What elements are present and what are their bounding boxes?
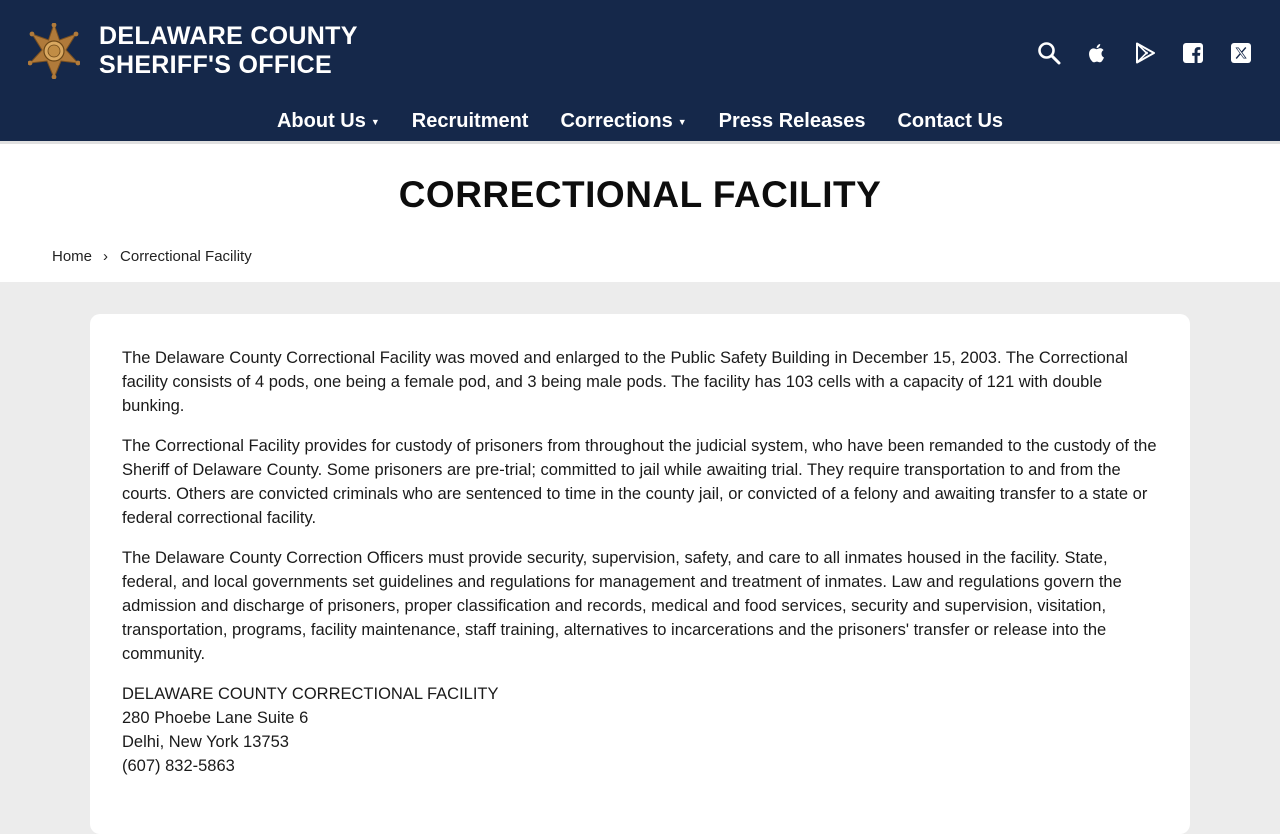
chevron-right-icon: › (103, 248, 109, 265)
google-play-icon (1133, 41, 1157, 65)
x-twitter-link[interactable] (1228, 40, 1254, 66)
header-icons (1014, 40, 1254, 66)
site-title-line-1: DELAWARE COUNTY (99, 22, 358, 50)
site-title-line-2: SHERIFF'S OFFICE (99, 51, 332, 79)
facility-street: 280 Phoebe Lane Suite 6 (122, 709, 309, 727)
facebook-icon (1181, 41, 1205, 65)
nav-item-recruitment[interactable] (412, 104, 529, 138)
search-button[interactable] (1036, 40, 1062, 66)
app-store-link[interactable] (1084, 40, 1110, 66)
sheriff-star-badge-icon (28, 23, 80, 79)
facebook-link[interactable] (1180, 40, 1206, 66)
nav-item-about-us[interactable] (277, 104, 380, 138)
content-paragraph: The Correctional Facility provides for custody of prisoners from throughout the judicial system, who have been remanded to the custody of the Sheriff of Delaware County. Some prisoners are pre-trial; committed to jail while awaiting trial. They require transportation to and from the courts. Others are convicted criminals who are sentenced to time in the county jail, or convicted of a felony and awaiting transfer to a state or federal correctional facility. (122, 437, 1157, 527)
content-paragraph: The Delaware County Correctional Facility was moved and enlarged to the Public Safety Building in December 15, 2003. The Correctional facility consists of 4 pods, one being a female pod, and 3 being male pods. The facility has 103 cells with a capacity of 121 with double bunking. (122, 349, 1128, 415)
x-icon (1229, 41, 1253, 65)
breadcrumb-home-link[interactable]: Home (52, 248, 93, 265)
facility-phone: (607) 832-5863 (122, 757, 235, 775)
content-card (90, 314, 1190, 834)
site-brand[interactable] (28, 22, 358, 80)
nav-item-recruitment-label: Recruitment (411, 110, 529, 132)
breadcrumb (52, 248, 252, 265)
site-title (99, 22, 358, 80)
nav-item-about-us-label: About Us (276, 110, 366, 132)
facility-city: Delhi, New York 13753 (122, 733, 289, 751)
nav-item-contact-us[interactable] (897, 104, 1003, 138)
facility-address (122, 682, 1158, 778)
nav-item-contact-us-label: Contact Us (897, 110, 1004, 132)
nav-item-corrections[interactable] (560, 104, 686, 138)
facility-name: DELAWARE COUNTY CORRECTIONAL FACILITY (122, 685, 499, 703)
breadcrumb-current: Correctional Facility (120, 248, 252, 265)
page-title: CORRECTIONAL FACILITY (398, 174, 882, 215)
apple-icon (1085, 41, 1109, 65)
google-play-link[interactable] (1132, 40, 1158, 66)
main-nav (0, 104, 1280, 138)
caret-down-icon: ▼ (677, 116, 687, 127)
page-hero (0, 144, 1280, 282)
nav-item-press-releases-label: Press Releases (718, 110, 866, 132)
nav-item-corrections-label: Corrections (560, 110, 673, 132)
caret-down-icon: ▼ (370, 116, 380, 127)
nav-item-press-releases[interactable] (719, 104, 866, 138)
site-header (0, 0, 1280, 141)
search-icon (1037, 41, 1061, 65)
content-paragraph: The Delaware County Correction Officers must provide security, supervision, safety, and care to all inmates housed in the facility. State, federal, and local governments set guidelines and regulations for management and treatment of inmates. Law and regulations govern the admission and discharge of prisoners, proper classification and records, medical and food services, security and supervision, visitation, transportation, programs, facility maintenance, staff training, alternatives to incarcerations and the prisoners' transfer or release into the community. (122, 549, 1122, 663)
